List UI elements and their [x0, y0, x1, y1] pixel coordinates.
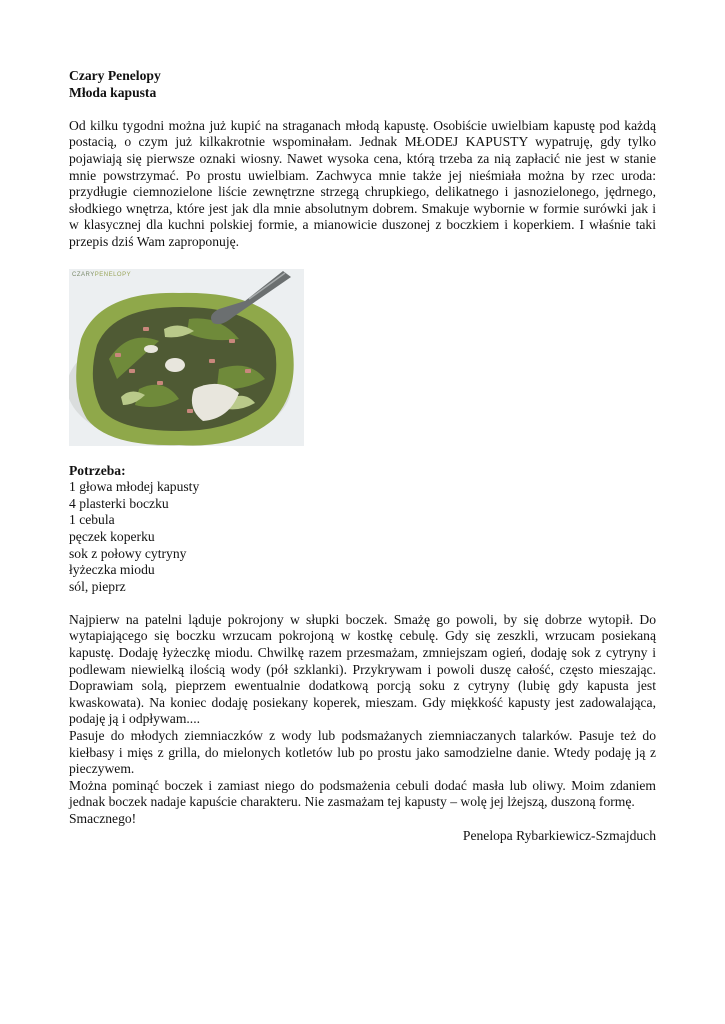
photo-watermark: [72, 271, 131, 279]
method-paragraph: Najpierw na patelni ląduje pokrojony w słupki boczek. Smażę go powoli, by się dobrze wytopił. Do wytapiającego się boczku wrzucam pokrojoną w kostkę cebulę. Gdy się zeszkli, wrzucam posiekaną kapustę. Dodaję łyżeczkę miodu. Chwilkę razem przesmażam, zmniejszam ogień, dodaję sok z cytryny i podlewam niewielką ilością wody (pół szklanki). Przykrywam i powoli duszę całość, często mieszając. Doprawiam solą, pieprzem ewentualnie dodatkową porcją soku z cytryny (lubię gdy kapusta jest kwaskowata). Na koniec dodaję posiekany koperek, mieszam. Gdy miękkość kapusty jest zadowalająca, podaję ją i odpływam....: [69, 611, 656, 727]
ingredients-heading: Potrzeba:: [69, 462, 126, 478]
spacer: [69, 101, 656, 118]
serving-paragraph: Pasuje do młodych ziemniaczków z wody lub podsmażanych ziemniaczanych talarków. Pasuje też do kiełbasy i mięs z grilla, do mielonych kotletów lub po prostu jako samodzielne danie. Wtedy podaję ją z pieczywem.: [69, 728, 656, 777]
list-item: sok z połowy cytryny: [69, 545, 187, 561]
watermark-brand: PENELOPY: [94, 271, 132, 278]
intro-paragraph: Od kilku tygodni można już kupić na straganach młodą kapustę. Osobiście uwielbiam kapustę pod każdą postacią, o czym już kilkakrotnie wspominałam. Jednak MŁODEJ KAPUSTY wypatruję, gdy tylko pojawiają się pierwsze oznaki wiosny. Nawet wysoka cena, którą trzeba za nią zapłacić nie jest w stanie mnie powstrzymać. Po prostu uwielbiam. Zachwyca mnie także jej nieśmiała można by rzec uroda: przydługie ciemnozielone liście zewnętrzne strzegą chrupkiego, delikatnego i jasnozielonego, jędrnego, słodkiego wnętrza, które jest jak dla mnie absolutnym dobrem. Smakuje wybornie w formie surówki jak i w klasycznej dla kuchni polskiej formie, a mianowicie duszonej z boczkiem i koperkiem. I właśnie taki przepis dziś Wam zaproponuję.: [69, 117, 656, 249]
cabbage-dish-illustration: [69, 269, 304, 446]
dish-photo: [69, 269, 304, 446]
spacer: [69, 595, 656, 612]
list-item: pęczek koperku: [69, 528, 155, 544]
ingredients-list: [69, 479, 656, 595]
list-item: 4 plasterki boczku: [69, 495, 169, 511]
recipe-title: Młoda kapusta: [69, 84, 157, 100]
list-item: łyżeczka miodu: [69, 562, 155, 578]
list-item: sól, pieprz: [69, 578, 126, 594]
closing-line: Smacznego!: [69, 811, 137, 826]
variation-paragraph: Można pominąć boczek i zamiast niego do podsmażenia cebuli dodać masła lub oliwy. Moim zdaniem jednak boczek nadaje kapuście charakteru. Nie zasmażam tej kapusty – wolę jej lżejszą, duszoną formę.: [69, 777, 656, 810]
blog-title: Czary Penelopy: [69, 68, 161, 83]
watermark-prefix: CZARY: [72, 271, 95, 278]
document-page: [69, 68, 656, 844]
list-item: 1 cebula: [69, 512, 115, 528]
author-signature: Penelopa Rybarkiewicz-Szmajduch: [462, 827, 656, 843]
list-item: 1 głowa młodej kapusty: [69, 479, 200, 495]
